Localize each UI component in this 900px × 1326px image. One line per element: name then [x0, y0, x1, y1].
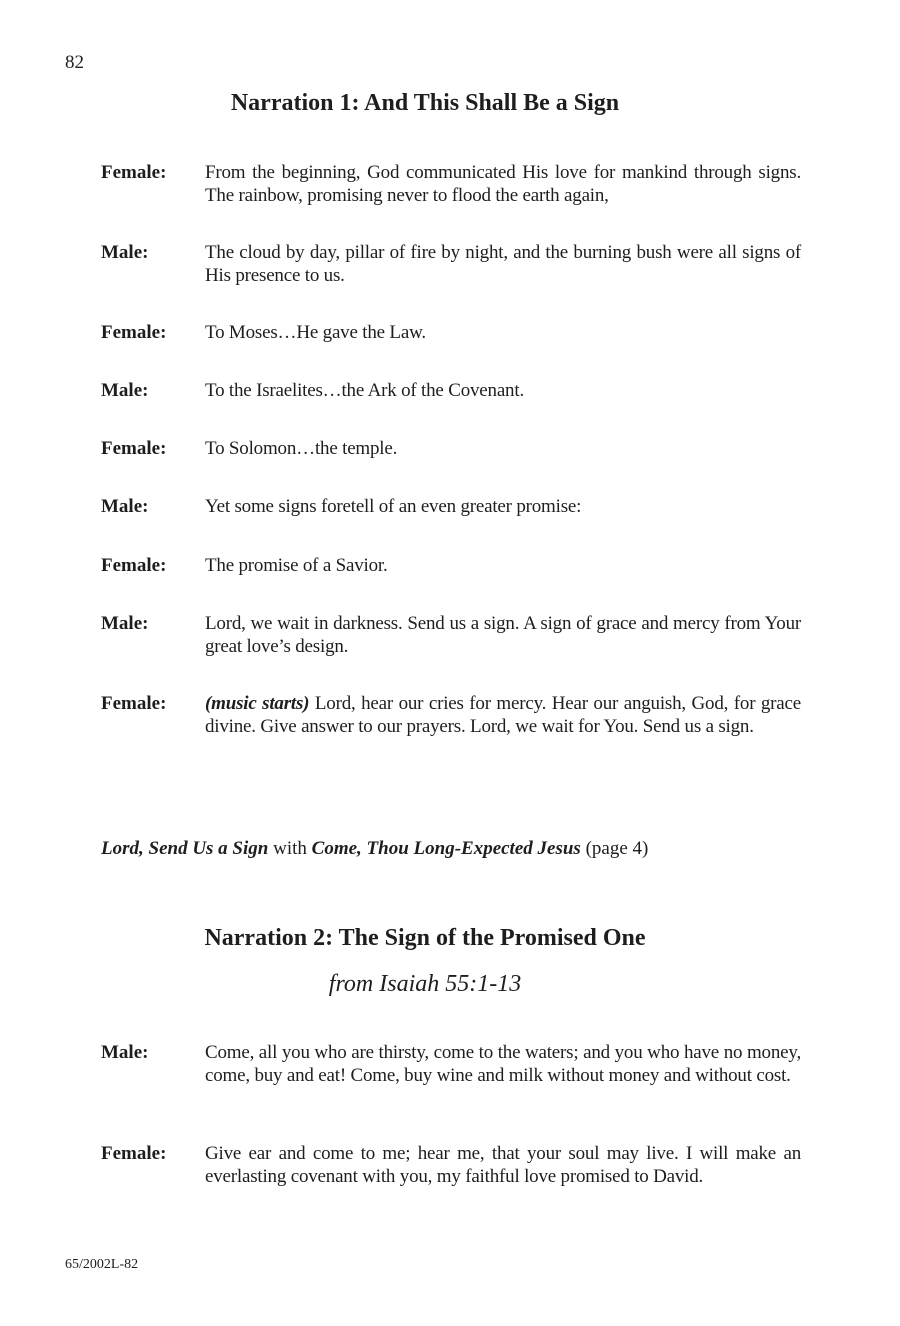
- speech-text: Give ear and come to me; hear me, that your soul may live. I will make an everlasting covenant with you, my faithful love promised to David.: [205, 1143, 801, 1187]
- speaker-label: Female:: [101, 162, 167, 183]
- script-line: [101, 613, 801, 658]
- speech-text: Yet some signs foretell of an even greater promise:: [205, 496, 582, 517]
- speech-text-body: Lord, hear our cries for mercy. Hear our anguish, God, for grace divine. Give answer to our prayers. Lord, we wait for You. Send us a sign.: [205, 693, 802, 737]
- speaker-label: Male:: [101, 496, 149, 517]
- page-reference: (page 4): [580, 838, 649, 859]
- speaker-label: Female:: [101, 438, 167, 459]
- speaker-label: Female:: [101, 322, 167, 343]
- stage-direction: (music starts): [205, 693, 310, 714]
- speaker-label: Male:: [101, 1042, 149, 1063]
- speaker-label: Male:: [101, 613, 149, 634]
- speech-text: [205, 693, 801, 738]
- speech-text: The cloud by day, pillar of fire by night, and the burning bush were all signs of His presence to us.: [205, 242, 801, 286]
- speech-text: The promise of a Savior.: [205, 555, 388, 576]
- scripture-reference: from Isaiah 55:1-13: [328, 971, 522, 997]
- speech-text: Come, all you who are thirsty, come to the waters; and you who have no money, come, buy and eat! Come, buy wine and milk without money and without cost.: [205, 1042, 801, 1086]
- script-line: [101, 322, 801, 345]
- narration-2-heading: Narration 2: The Sign of the Promised One: [204, 925, 646, 951]
- script-line: [101, 496, 801, 519]
- speaker-label: Female:: [101, 555, 167, 576]
- hymn-title: Come, Thou Long-Expected Jesus: [311, 838, 581, 859]
- script-line: [101, 693, 801, 738]
- speech-text: To Moses…He gave the Law.: [205, 322, 426, 343]
- song-reference: [101, 838, 648, 860]
- narration-1-heading: Narration 1: And This Shall Be a Sign: [230, 90, 620, 116]
- footer-code: 65/2002L-82: [65, 1257, 139, 1272]
- page-number: 82: [65, 52, 84, 73]
- speech-text: To Solomon…the temple.: [205, 438, 398, 459]
- script-line: [101, 438, 801, 461]
- song-title: Lord, Send Us a Sign: [101, 838, 269, 859]
- speaker-label: Female:: [101, 693, 167, 714]
- script-line: [101, 1143, 801, 1188]
- script-line: [101, 242, 801, 287]
- speech-text: From the beginning, God communicated His love for mankind through signs. The rainbow, promising never to flood the earth again,: [205, 162, 801, 206]
- speaker-label: Male:: [101, 242, 149, 263]
- script-line: [101, 1042, 801, 1087]
- script-line: [101, 162, 801, 207]
- speech-text: To the Israelites…the Ark of the Covenant.: [205, 380, 524, 401]
- script-line: [101, 555, 801, 578]
- song-joiner: with: [268, 838, 312, 859]
- speaker-label: Female:: [101, 1143, 167, 1164]
- speaker-label: Male:: [101, 380, 149, 401]
- speech-text: Lord, we wait in darkness. Send us a sign. A sign of grace and mercy from Your great love’s design.: [205, 613, 801, 657]
- script-line: [101, 380, 801, 403]
